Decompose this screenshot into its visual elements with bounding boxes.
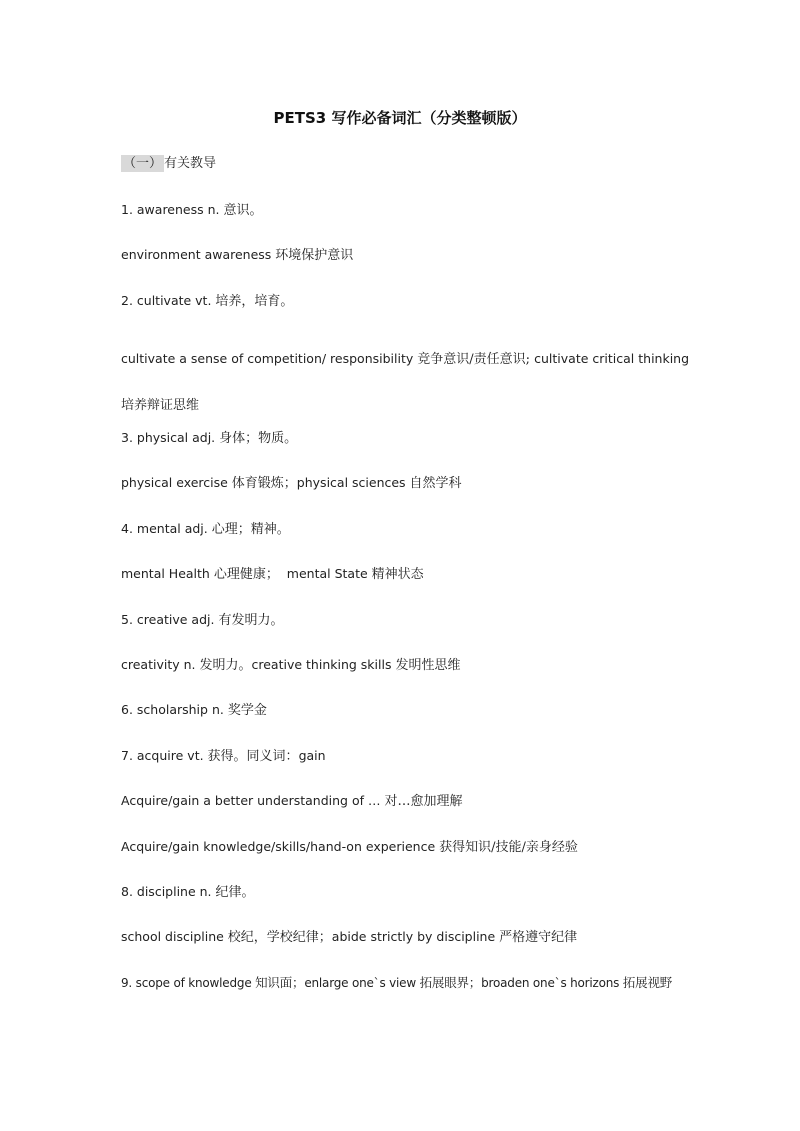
definition: 知识面； bbox=[255, 974, 305, 990]
list-item bbox=[121, 336, 691, 428]
term: cultivate a sense of competition/ responsibility bbox=[121, 351, 418, 367]
term: school discipline bbox=[121, 929, 228, 945]
term: broaden one`s horizons bbox=[481, 975, 623, 990]
list-item bbox=[121, 791, 691, 836]
term: creativity n. bbox=[121, 656, 200, 672]
term: 2. cultivate vt. bbox=[121, 292, 216, 308]
list-item bbox=[121, 428, 691, 473]
term: environment awareness bbox=[121, 247, 276, 263]
term: 1. awareness n. bbox=[121, 202, 224, 217]
definition: 体育锻炼； bbox=[231, 476, 297, 492]
definition: 心理健康； bbox=[213, 567, 279, 583]
section-number: （一） bbox=[123, 156, 163, 171]
list-item bbox=[121, 519, 691, 564]
definition: 自然学科 bbox=[409, 476, 462, 492]
list-item bbox=[121, 564, 691, 609]
list-item bbox=[121, 245, 691, 290]
definition: 培养，培育。 bbox=[215, 293, 294, 309]
term: 6. scholarship n. bbox=[121, 702, 228, 718]
term: 3. physical adj. bbox=[121, 429, 220, 445]
definition: 环境保护意识 bbox=[275, 248, 354, 264]
term: 9. scope of knowledge bbox=[121, 975, 256, 990]
definition: 有发明力。 bbox=[218, 612, 284, 628]
definition: 心理；精神。 bbox=[211, 521, 290, 537]
term: abide strictly by discipline bbox=[331, 929, 500, 945]
definition: 获得。同义词： bbox=[207, 748, 299, 764]
definition: 拓展视野 bbox=[622, 974, 673, 990]
term: physical sciences bbox=[296, 475, 410, 491]
list-item bbox=[121, 473, 691, 518]
definition: 培养辩证思维 bbox=[121, 397, 200, 413]
definition: 拓展眼界； bbox=[419, 974, 482, 990]
list-item bbox=[121, 927, 691, 972]
definition: 发明力。 bbox=[199, 657, 252, 673]
list-item bbox=[121, 882, 691, 927]
definition: 纪律。 bbox=[215, 884, 255, 900]
term: mental State bbox=[278, 566, 372, 582]
term: 7. acquire vt. bbox=[121, 747, 208, 763]
list-item bbox=[121, 700, 691, 745]
definition: 发明性思维 bbox=[395, 657, 461, 673]
section-heading bbox=[121, 154, 216, 174]
definition: 校纪，学校纪律； bbox=[227, 930, 332, 946]
term: 8. discipline n. bbox=[121, 883, 216, 899]
term: gain bbox=[298, 747, 326, 763]
term: creative thinking skills bbox=[251, 656, 396, 672]
definition: 对…愈加理解 bbox=[384, 794, 463, 810]
definition: 意识。 bbox=[223, 203, 263, 218]
term: physical exercise bbox=[121, 475, 232, 491]
term: 4. mental adj. bbox=[121, 520, 212, 536]
definition: 精神状态 bbox=[371, 567, 424, 583]
list-item bbox=[121, 973, 691, 1018]
definition: 获得知识/技能/亲身经验 bbox=[439, 839, 578, 855]
term: Acquire/gain a better understanding of … bbox=[121, 793, 385, 809]
list-item bbox=[121, 746, 691, 791]
section-title: 有关教导 bbox=[164, 156, 217, 171]
term: mental Health bbox=[121, 566, 214, 582]
list-item bbox=[121, 200, 691, 245]
term: cultivate critical thinking bbox=[534, 351, 690, 367]
list-item bbox=[121, 655, 691, 700]
list-item bbox=[121, 291, 691, 336]
definition: 奖学金 bbox=[227, 703, 267, 719]
list-item bbox=[121, 837, 691, 882]
definition: 严格遵守纪律 bbox=[499, 930, 578, 946]
term: enlarge one`s view bbox=[304, 975, 420, 990]
vocabulary-list bbox=[121, 200, 691, 1018]
document-title: PETS3 写作必备词汇（分类整顿版） bbox=[273, 109, 527, 127]
term: Acquire/gain knowledge/skills/hand-on experience bbox=[121, 838, 440, 854]
definition: 身体；物质。 bbox=[219, 430, 298, 446]
term: 5. creative adj. bbox=[121, 611, 219, 627]
definition: 竞争意识/责任意识; bbox=[417, 352, 535, 368]
list-item bbox=[121, 610, 691, 655]
